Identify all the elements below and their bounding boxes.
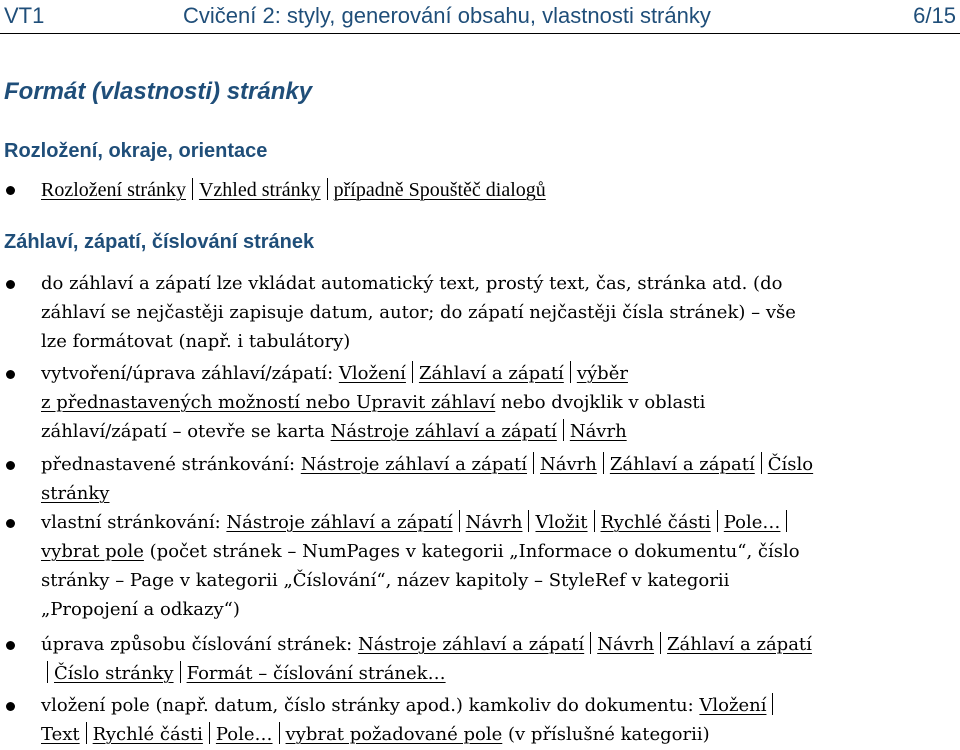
bullet xyxy=(6,702,15,711)
text-line: vlastní stránkování: Nástroje záhlaví a zápatí Návrh Vložit Rychlé části Pole… xyxy=(41,508,793,538)
bullet xyxy=(6,519,15,528)
text-line: záhlaví/zápatí – otevře se karta Nástroje záhlaví a zápatí Návrh xyxy=(41,421,627,442)
ui-path-item: Vzhled stránky xyxy=(198,179,321,201)
ui-path-item: případně Spouštěč dialogů xyxy=(333,179,546,201)
text-line: Text Rychlé části Pole… vybrat požadované pole (v příslušné kategorii) xyxy=(41,724,710,745)
header-course: VT1 xyxy=(4,3,45,28)
text-line: záhlaví se nejčastěji zapisuje datum, autor; do zápatí nejčastěji čísla stránek) – vše xyxy=(41,302,796,323)
page-header xyxy=(0,0,960,34)
text-line: stránky – Page v kategorii „Číslování“, název kapitoly – StyleRef v kategorii xyxy=(41,570,730,591)
text-line: z přednastavených možností nebo Upravit záhlaví nebo dvojklik v oblasti xyxy=(41,392,706,413)
header-title: Cvičení 2: styly, generování obsahu, vlastnosti stránky xyxy=(183,3,711,28)
text-line: do záhlaví a zápatí lze vkládat automatický text, prostý text, čas, stránka atd. (do xyxy=(41,273,783,294)
header-page-number: 6/15 xyxy=(913,3,956,28)
bullet xyxy=(6,370,15,379)
text-line: Číslo stránky Formát – číslování stránek… xyxy=(41,659,446,689)
section-title: Formát (vlastnosti) stránky xyxy=(4,78,313,105)
text-line: „Propojení a odkazy“) xyxy=(41,599,240,620)
text-line: vytvoření/úprava záhlaví/zápatí: Vložení Záhlaví a zápatí výběr xyxy=(41,363,628,384)
layout-path xyxy=(41,175,546,205)
separator xyxy=(327,178,328,200)
bullet xyxy=(6,641,15,650)
subheading-layout: Rozložení, okraje, orientace xyxy=(4,140,268,162)
text-line: přednastavené stránkování: Nástroje záhlaví a zápatí Návrh Záhlaví a zápatí Číslo xyxy=(41,454,814,475)
text-line: lze formátovat (např. i tabulátory) xyxy=(41,331,351,352)
ui-path-item: Rozložení stránky xyxy=(41,179,186,201)
bullet xyxy=(6,186,15,195)
subheading-header-footer: Záhlaví, zápatí, číslování stránek xyxy=(4,231,315,253)
bullet xyxy=(6,461,15,470)
bullet xyxy=(6,280,15,289)
text-line: stránky xyxy=(41,483,110,504)
text-line: vybrat pole (počet stránek – NumPages v kategorii „Informace o dokumentu“, číslo xyxy=(41,541,800,562)
separator xyxy=(192,178,193,200)
text-line: vložení pole (např. datum, číslo stránky apod.) kamkoliv do dokumentu: Vložení xyxy=(41,691,779,721)
text-line: úprava způsobu číslování stránek: Nástroje záhlaví a zápatí Návrh Záhlaví a zápatí xyxy=(41,634,812,655)
